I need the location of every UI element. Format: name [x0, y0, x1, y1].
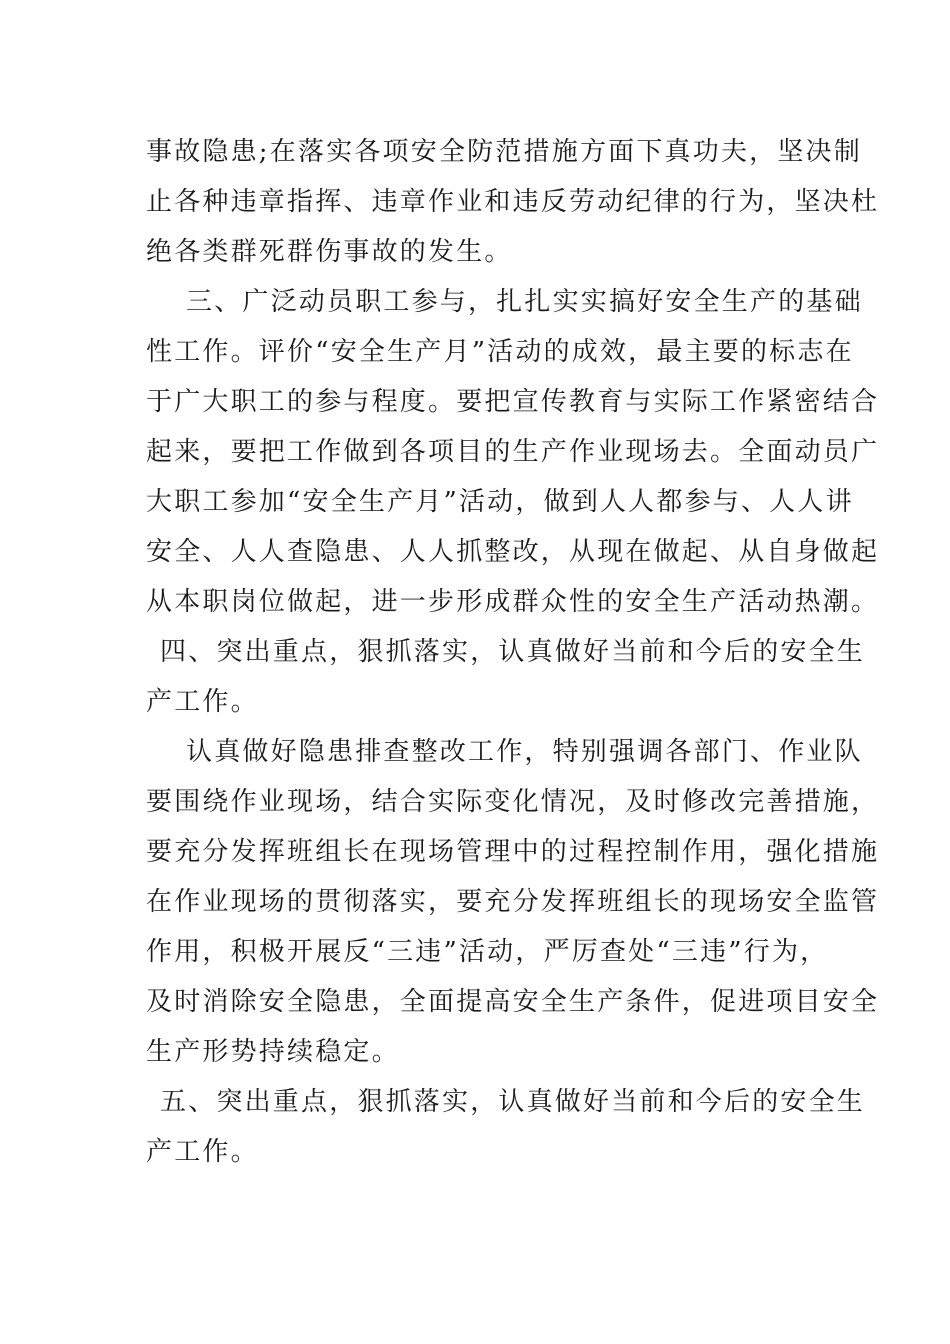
- text-line: 作用，积极开展反“三违”活动，严厉查处“三违”行为，: [146, 937, 829, 967]
- text-line: 从本职岗位做起，进一步形成群众性的安全生产活动热潮。: [146, 587, 880, 617]
- section-heading-5: 五、突出重点，狠抓落实，认真做好当前和今后的安全生: [160, 1087, 866, 1117]
- text-line: 生产形势持续稳定。: [146, 1037, 400, 1067]
- text-line: 止各种违章指挥、违章作业和违反劳动纪律的行为，坚决杜: [146, 187, 880, 217]
- text-line: 在作业现场的贯彻落实，要充分发挥班组长的现场安全监管: [146, 887, 880, 917]
- section-heading-3: 三、广泛动员职工参与，扎扎实实搞好安全生产的基础: [186, 287, 863, 317]
- text-line: 安全、人人查隐患、人人抓整改，从现在做起、从自身做起: [146, 537, 880, 567]
- text-line: 要围绕作业现场，结合实际变化情况，及时修改完善措施，: [146, 787, 880, 817]
- section-heading-4: 四、突出重点，狠抓落实，认真做好当前和今后的安全生: [160, 637, 866, 667]
- text-line: 性工作。评价“安全生产月”活动的成效，最主要的标志在: [146, 337, 854, 367]
- text-line: 产工作。: [146, 687, 259, 717]
- text-line: 要充分发挥班组长在现场管理中的过程控制作用，强化措施: [146, 837, 880, 867]
- text-line: 及时消除安全隐患，全面提高安全生产条件，促进项目安全: [146, 987, 880, 1017]
- text-line: 事故隐患;在落实各项安全防范措施方面下真功夫，坚决制: [146, 137, 862, 167]
- text-line: 产工作。: [146, 1137, 259, 1167]
- text-line: 起来，要把工作做到各项目的生产作业现场去。全面动员广: [146, 437, 880, 467]
- text-line: 大职工参加“安全生产月”活动，做到人人都参与、人人讲: [146, 487, 854, 517]
- text-line: 于广大职工的参与程度。要把宣传教育与实际工作紧密结合: [146, 387, 880, 417]
- text-line: 绝各类群死群伤事故的发生。: [146, 237, 513, 267]
- paragraph-start: 认真做好隐患排查整改工作，特别强调各部门、作业队: [186, 737, 863, 767]
